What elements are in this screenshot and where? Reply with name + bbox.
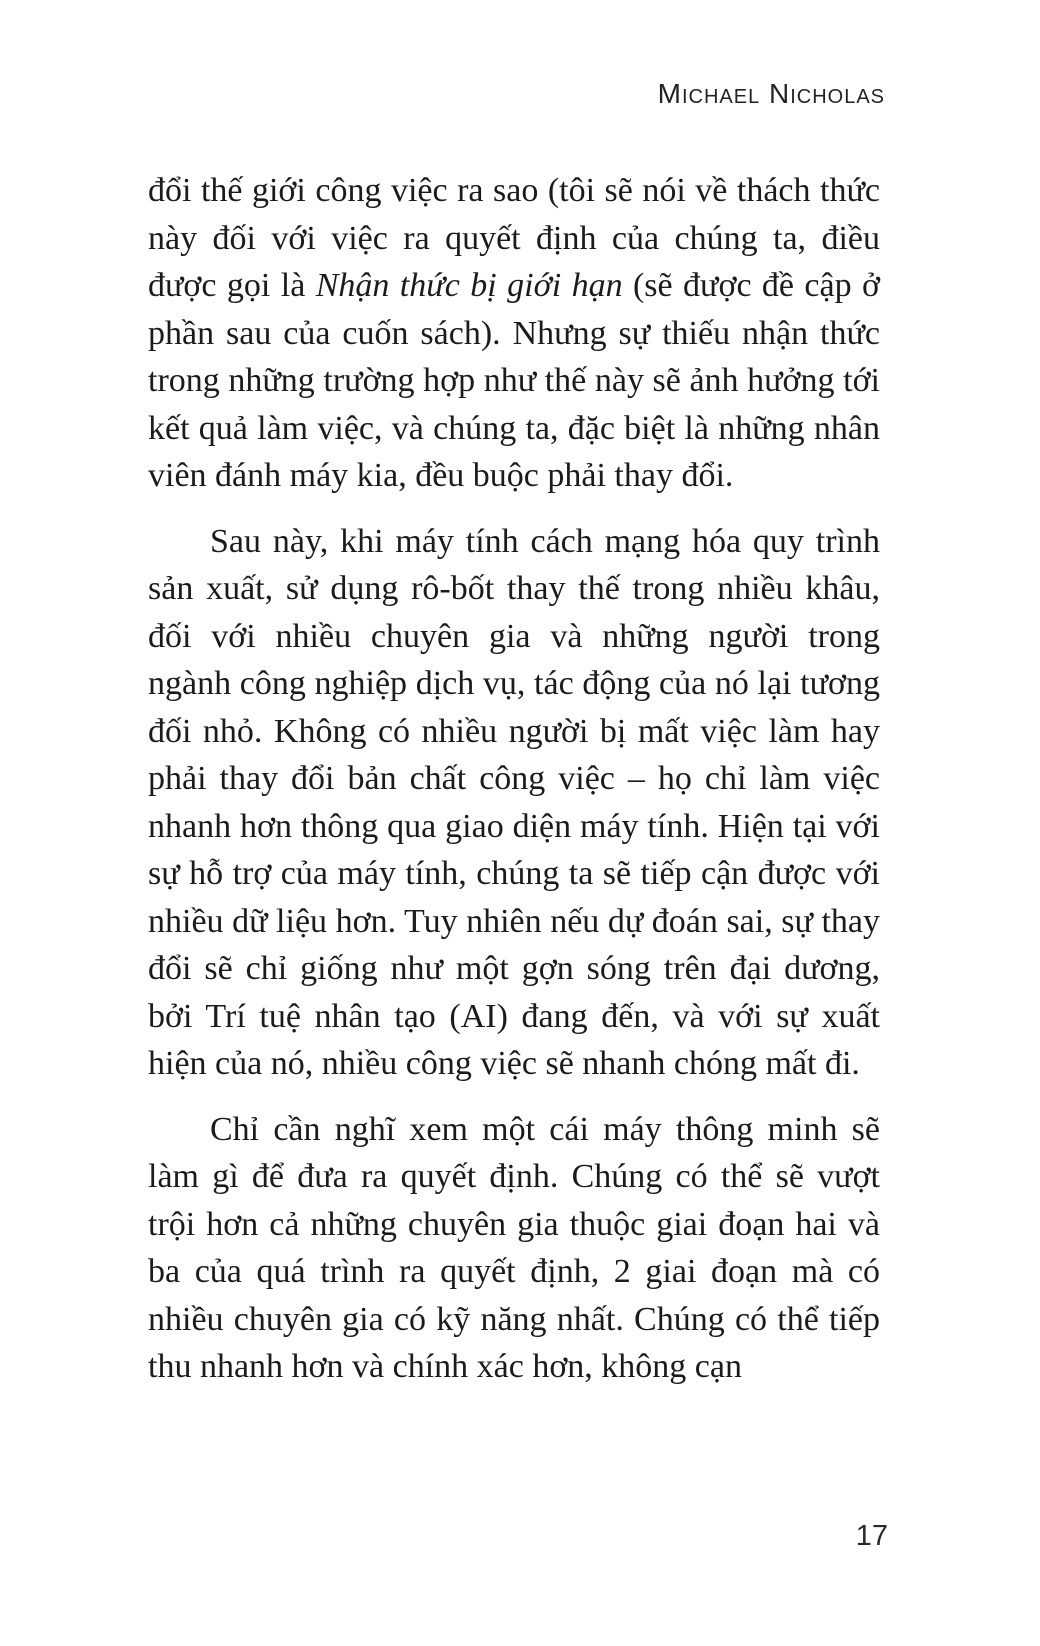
paragraph: [148, 167, 880, 500]
text-run: Sau này, khi máy tính cách mạng hóa quy trình sản xuất, sử dụng rô-bốt thay thế trong nhiều khâu, đối với nhiều chuyên gia và những người trong ngành công nghiệp dịch vụ, tác động của nó lại tương đối nhỏ. Không có nhiều người bị mất việc làm hay phải thay đổi bản chất công việc – họ chỉ làm việc nhanh hơn thông qua giao diện máy tính. Hiện tại với sự hỗ trợ của máy tính, chúng ta sẽ tiếp cận được với nhiều dữ liệu hơn. Tuy nhiên nếu dự đoán sai, sự thay đổi sẽ chỉ giống như một gợn sóng trên đại dương, bởi Trí tuệ nhân tạo (AI) đang đến, và với sự xuất hiện của nó, nhiều công việc sẽ nhanh chóng mất đi.: [148, 522, 880, 1082]
page-number: 17: [855, 1520, 888, 1552]
paragraph: [148, 1106, 880, 1391]
body-text: [148, 167, 880, 1391]
paragraph: [148, 518, 880, 1088]
running-head-author: Michael Nicholas: [657, 78, 885, 109]
text-run: (sẽ được đề cập ở phần sau của cuốn sách). Nhưng sự thiếu nhận thức trong những trường hợp như thế này sẽ ảnh hưởng tới kết quả làm việc, và chúng ta, đặc biệt là những nhân viên đánh máy kia, đều buộc phải thay đổi.: [148, 267, 880, 494]
text-run: Chỉ cần nghĩ xem một cái máy thông minh sẽ làm gì để đưa ra quyết định. Chúng có thể sẽ vượt trội hơn cả những chuyên gia thuộc giai đoạn hai và ba của quá trình ra quyết định, 2 giai đoạn mà có nhiều chuyên gia có kỹ năng nhất. Chúng có thể tiếp thu nhanh hơn và chính xác hơn, không cạn: [148, 1110, 880, 1385]
italic-text-run: Nhận thức bị giới hạn: [315, 267, 623, 304]
text-run: đổi thế giới công việc ra sao (tôi sẽ nói về thách thức này đối với việc ra quyết định của chúng ta, điều được gọi là: [148, 172, 880, 304]
